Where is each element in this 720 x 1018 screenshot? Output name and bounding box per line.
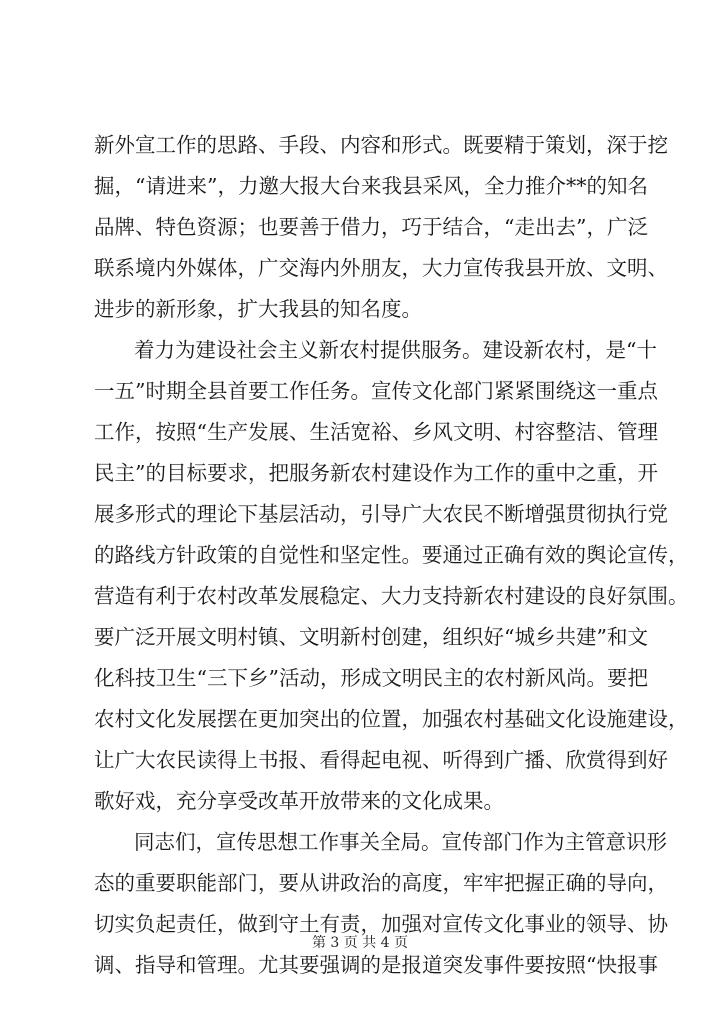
text-line: 一五”时期全县首要工作任务。宣传文化部门紧紧围绕这一重点 xyxy=(94,379,658,403)
text-line: 要广泛开展文明村镇、文明新村创建，组织好“城乡共建”和文 xyxy=(94,625,648,649)
text-line: 品牌、特色资源；也要善于借力，巧于结合，“走出去”，广泛 xyxy=(94,215,648,239)
text-line: 进步的新形象，扩大我县的知名度。 xyxy=(94,297,422,321)
text-line: 新外宣工作的思路、手段、内容和形式。既要精于策划，深于挖 xyxy=(94,133,668,157)
paragraph-1 xyxy=(94,125,668,330)
text-line: 农村文化发展摆在更加突出的位置，加强农村基础文化设施建设， xyxy=(94,707,689,731)
text-line: 工作，按照“生产发展、生活宽裕、乡风文明、村容整洁、管理 xyxy=(94,420,658,444)
text-line: 歌好戏，充分享受改革开放带来的文化成果。 xyxy=(94,789,504,813)
paragraph-3 xyxy=(94,822,668,986)
text-line: 营造有利于农村改革发展稳定、大力支持新农村建设的良好氛围。 xyxy=(94,584,689,608)
text-line: 调、指导和管理。尤其要强调的是报道突发事件要按照“快报事 xyxy=(94,953,658,977)
text-line: 展多形式的理论下基层活动，引导广大农民不断增强贯彻执行党 xyxy=(94,502,668,526)
text-line: 态的重要职能部门，要从讲政治的高度，牢牢把握正确的导向， xyxy=(94,871,668,895)
body-text xyxy=(94,125,689,986)
text-line: 联系境内外媒体，广交海内外朋友，大力宣传我县开放、文明、 xyxy=(94,256,668,280)
paragraph-2 xyxy=(94,330,689,822)
text-line: 同志们，宣传思想工作事关全局。宣传部门作为主管意识形 xyxy=(134,830,667,854)
text-line: 掘，“请进来”，力邀大报大台来我县采风，全力推介**的知名 xyxy=(94,174,648,198)
text-line: 民主”的目标要求，把服务新农村建设作为工作的重中之重，开 xyxy=(94,461,658,485)
text-line: 切实负起责任，做到守土有责，加强对宣传文化事业的领导、协 xyxy=(94,912,668,936)
text-line: 着力为建设社会主义新农村提供服务。建设新农村，是“十 xyxy=(134,338,657,362)
text-line: 让广大农民读得上书报、看得起电视、听得到广播、欣赏得到好 xyxy=(94,748,668,772)
text-line: 的路线方针政策的自觉性和坚定性。要通过正确有效的舆论宣传， xyxy=(94,543,689,567)
page-number-footer: 第 3 页 共 4 页 xyxy=(311,935,409,951)
text-line: 化科技卫生“三下乡”活动，形成文明民主的农村新风尚。要把 xyxy=(94,666,648,690)
